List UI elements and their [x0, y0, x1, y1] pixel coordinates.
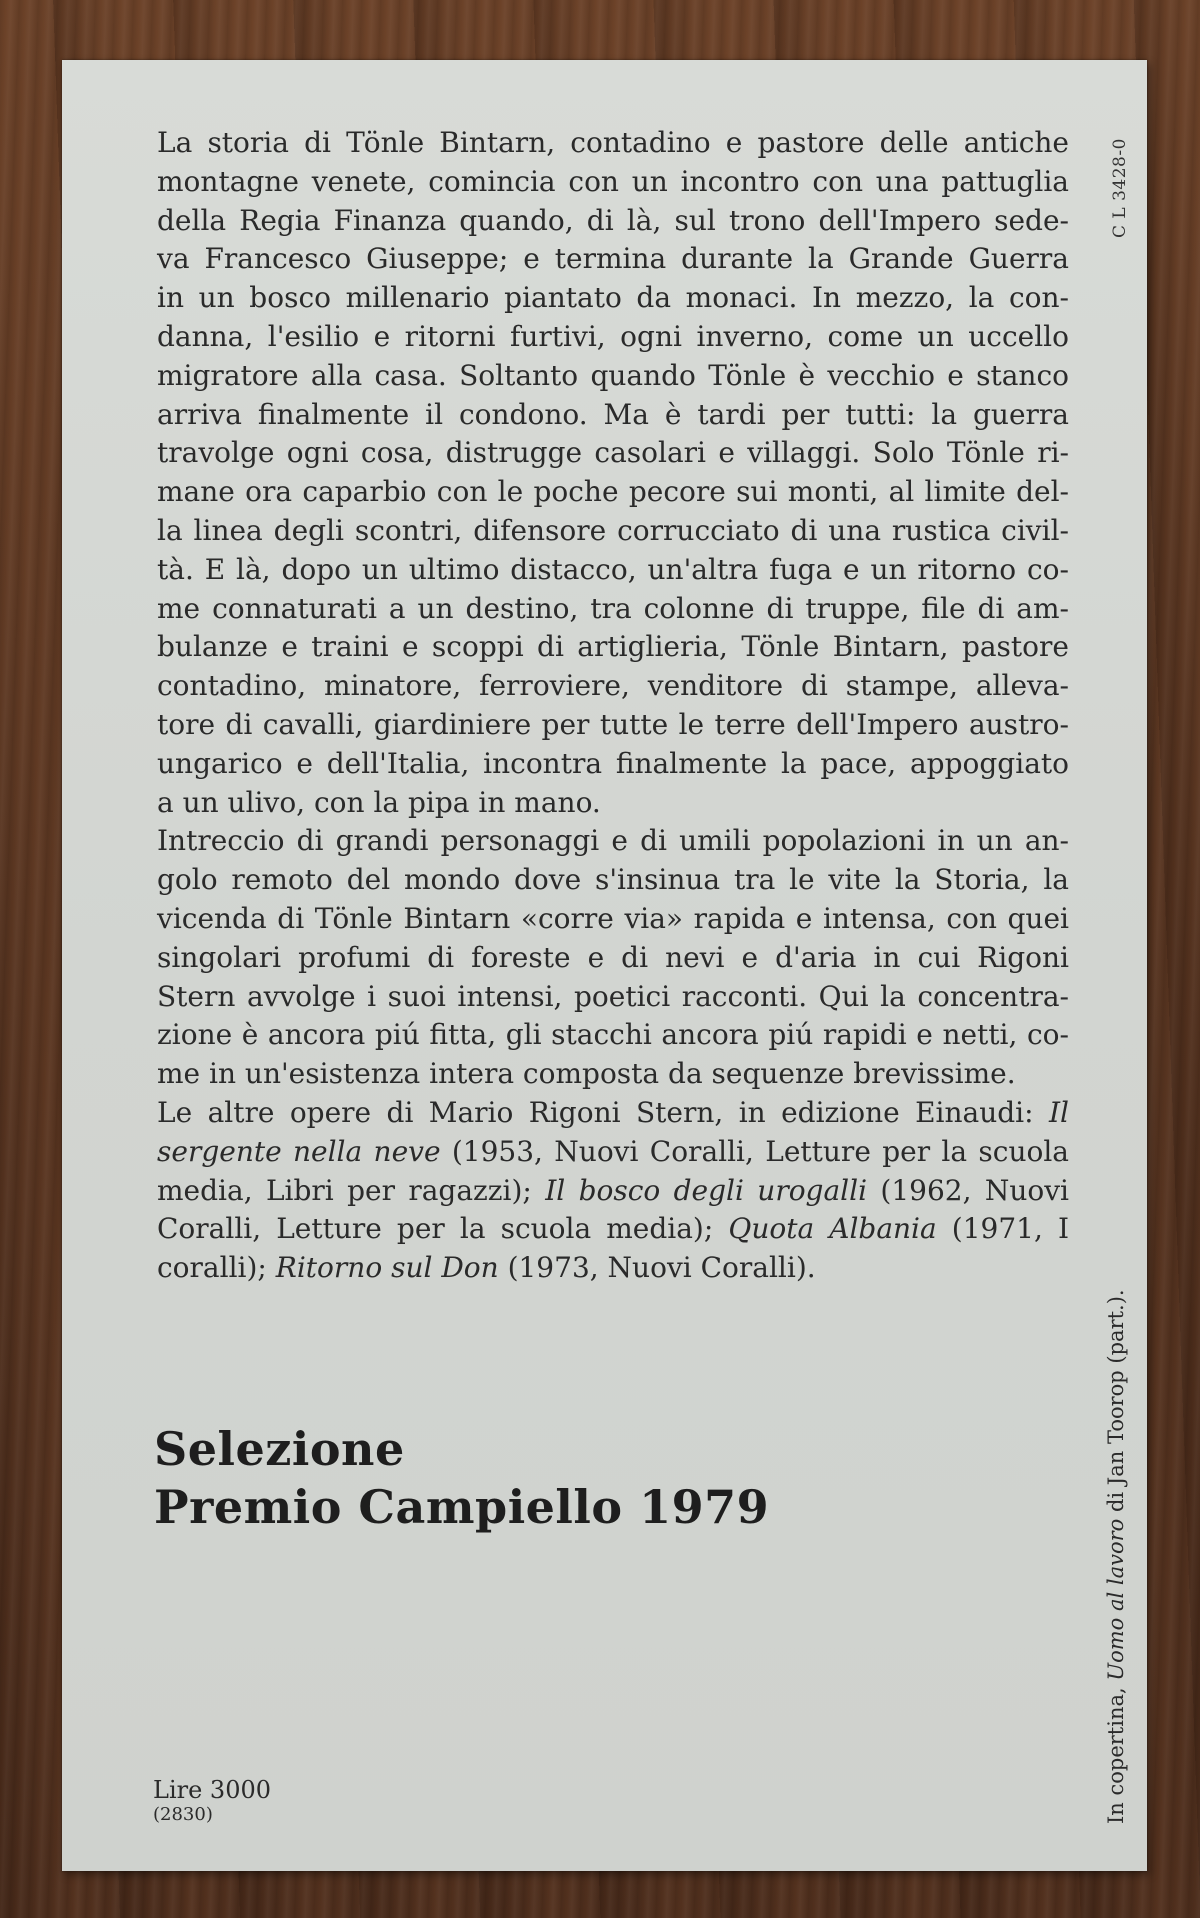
- text-line: la linea degli scontri, difensore corrucciato di una rustica civil-: [157, 513, 1069, 547]
- award-line-2: Premio Campiello 1979: [154, 1480, 770, 1534]
- text-line: in un bosco millenario piantato da monaci. In mezzo, la con-: [157, 281, 1069, 315]
- text-line: montagne venete, comincia con un incontro con una pattuglia: [157, 164, 1069, 198]
- text-line: va Francesco Giuseppe; e termina durante la Grande Guerra: [157, 242, 1069, 276]
- text-line: travolge ogni cosa, distrugge casolari e villaggi. Solo Tönle ri-: [157, 436, 1069, 470]
- cover-credit-prefix: In copertina,: [1104, 1680, 1128, 1824]
- catalog-code-text: C L 3428-0: [1110, 138, 1130, 238]
- text-line: migratore alla casa. Soltanto quando Tönle è vecchio e stanco: [157, 358, 1069, 392]
- text-line: vicenda di Tönle Bintarn «corre via» rapida e intensa, con quei: [157, 901, 1069, 935]
- price-code: (2830): [153, 1804, 213, 1825]
- text-line: me in un'esistenza intera composta da sequenze brevissime.: [157, 1057, 1016, 1091]
- work-title-sergente: Il sergente nella neve: [157, 1095, 1069, 1168]
- work-note-sergente: (1953, Nuovi Coralli, Letture per la scuola media, Libri per ragazzi);: [157, 1134, 1069, 1207]
- text-line: tà. E là, dopo un ultimo distacco, un'altra fuga e un ritorno co-: [157, 552, 1069, 586]
- catalog-code: [1096, 88, 1146, 258]
- cover-credit-text: [1104, 1289, 1128, 1824]
- text-line: mane ora caparbio con le poche pecore sui monti, al limite del-: [157, 475, 1069, 509]
- work-note-quota: (1971, I coralli);: [157, 1212, 1069, 1285]
- text-line: Intreccio di grandi personaggi e di umili popolazioni in un an-: [157, 824, 1069, 858]
- text-line: me connaturati a un destino, tra colonne di truppe, file di am-: [157, 591, 1069, 625]
- blurb: [157, 124, 1069, 1288]
- work-title-ritorno: Ritorno sul Don: [275, 1251, 499, 1285]
- other-works-paragraph: [157, 1094, 1069, 1288]
- text-line: ungarico e dell'Italia, incontra finalmente la pace, appoggiato: [157, 746, 1069, 780]
- work-title-quota: Quota Albania: [728, 1212, 937, 1246]
- cover-credit-suffix: di Jan Toorop (part.).: [1104, 1289, 1128, 1519]
- cover-credit: [1098, 1280, 1138, 1840]
- description-paragraph: [157, 124, 1069, 822]
- text-line: Stern avvolge i suoi intensi, poetici racconti. Qui la concentra-: [157, 979, 1069, 1013]
- text-line: singolari profumi di foreste e di nevi e d'aria in cui Rigoni: [157, 940, 1069, 974]
- text-line: golo remoto del mondo dove s'insinua tra le vite la Storia, la: [157, 863, 1069, 897]
- text-line: contadino, minatore, ferroviere, venditore di stampe, alleva-: [157, 669, 1069, 703]
- award-line-1: Selezione: [154, 1422, 405, 1476]
- text-line: arriva finalmente il condono. Ma è tardi per tutti: la guerra: [157, 397, 1069, 431]
- text-line: a un ulivo, con la pipa in mano.: [157, 785, 601, 819]
- award-heading: [154, 1420, 769, 1536]
- price-label: Lire 3000: [153, 1776, 271, 1804]
- book-back-cover: [62, 60, 1147, 1871]
- text-line: tore di cavalli, giardiniere per tutte le terre dell'Impero austro-: [157, 707, 1069, 741]
- cover-credit-title: Uomo al lavoro: [1104, 1518, 1128, 1681]
- work-note-ritorno: (1973, Nuovi Coralli).: [498, 1251, 816, 1285]
- text-line: La storia di Tönle Bintarn, contadino e pastore delle antiche: [157, 126, 1069, 159]
- intro-paragraph: [157, 822, 1069, 1094]
- text-line: danna, l'esilio e ritorni furtivi, ogni inverno, come un uccello: [157, 319, 1069, 353]
- text-line: della Regia Finanza quando, di là, sul trono dell'Impero sede-: [157, 203, 1069, 237]
- work-note-bosco: (1962, Nuovi Coralli, Letture per la scuola media);: [157, 1173, 1069, 1246]
- price-block: [153, 1776, 271, 1826]
- other-works-intro: Le altre opere di Mario Rigoni Stern, in edizione Einaudi:: [157, 1095, 1049, 1129]
- text-line: bulanze e traini e scoppi di artiglieria, Tönle Bintarn, pastore: [157, 630, 1069, 664]
- text-line: zione è ancora piú fitta, gli stacchi ancora piú rapidi e netti, co-: [157, 1018, 1069, 1052]
- work-title-bosco: Il bosco degli urogalli: [545, 1173, 868, 1207]
